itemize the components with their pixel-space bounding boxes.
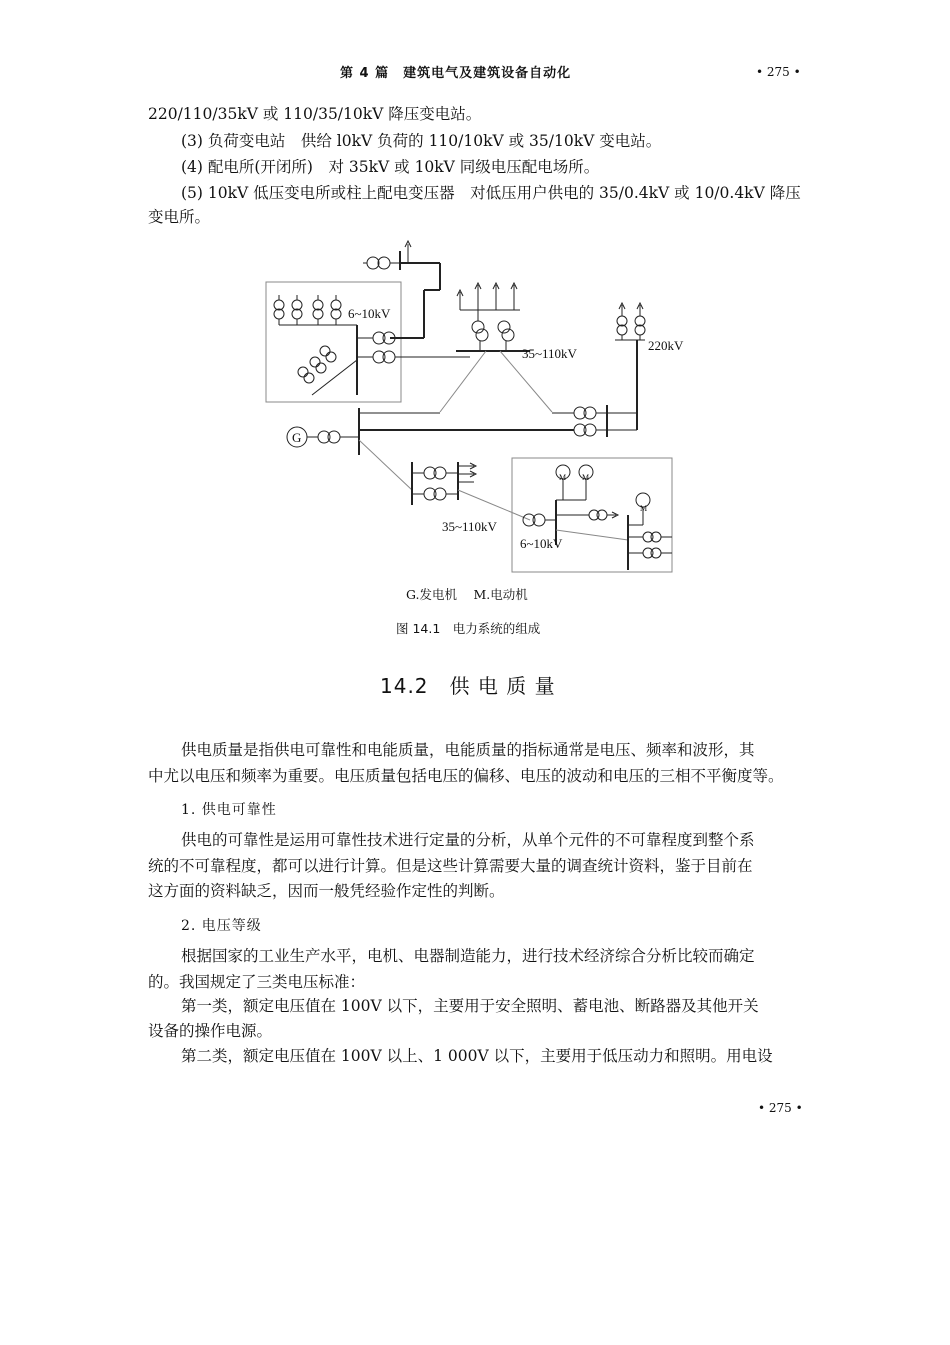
subheading-reliability: 1. 供电可靠性 <box>181 802 277 818</box>
header-page-number: • 275 • <box>756 65 801 79</box>
subheading-voltage-levels: 2. 电压等级 <box>181 918 262 934</box>
text-line-5: 变电所。 <box>148 208 211 226</box>
body-line-2: 中尤以电压和频率为重要。电压质量包括电压的偏移、电压的波动和电压的三相不平衡度等。 <box>148 767 784 785</box>
body-line-4: 统的不可靠程度，都可以进行计算。但是这些计算需要大量的调查统计资料，鉴于目前在 <box>148 857 753 875</box>
label-35-110kv-bottom: 35~110kV <box>442 519 497 534</box>
power-system-diagram <box>0 0 950 600</box>
body-line-7: 的。我国规定了三类电压标准： <box>148 973 366 991</box>
body-line-10: 第二类，额定电压值在 100V 以上、1 000V 以下，主要用于低压动力和照明。用电设 <box>181 1047 773 1065</box>
body-line-8: 第一类，额定电压值在 100V 以下，主要用于安全照明、蓄电池、断路器及其他开关 <box>181 997 759 1015</box>
section-title: 14.2 供 电 质 量 <box>380 674 556 698</box>
running-header-title: 第 4 篇 建筑电气及建筑设备自动化 <box>340 66 572 81</box>
label-motor-1: M <box>559 473 567 482</box>
diagram-legend: G.发电机 M.电动机 <box>406 587 528 602</box>
figure-caption: 图 14.1 电力系统的组成 <box>396 621 541 636</box>
text-line-2: (3) 负荷变电站 供给 l0kV 负荷的 110/10kV 或 35/10kV 变电站。 <box>181 132 662 150</box>
body-line-6: 根据国家的工业生产水平，电机、电器制造能力，进行技术经济综合分析比较而确定 <box>181 947 755 965</box>
text-line-3: (4) 配电所(开闭所) 对 35kV 或 10kV 同级电压配电场所。 <box>181 158 600 176</box>
body-line-5: 这方面的资料缺乏，因而一般凭经验作定性的判断。 <box>148 882 505 900</box>
label-35-110kv-top: 35~110kV <box>522 346 577 361</box>
label-220kv: 220kV <box>648 338 684 353</box>
label-generator: G <box>292 430 302 445</box>
body-line-1: 供电质量是指供电可靠性和电能质量，电能质量的指标通常是电压、频率和波形，其 <box>181 741 755 759</box>
text-line-1: 220/110/35kV 或 110/35/10kV 降压变电站。 <box>148 105 482 123</box>
body-line-9: 设备的操作电源。 <box>148 1022 273 1040</box>
label-motor-3: M <box>640 504 648 513</box>
footer-page-number: • 275 • <box>758 1101 803 1115</box>
plant-boundary-box <box>266 282 401 402</box>
label-motor-2: M <box>582 473 590 482</box>
text-line-4: (5) 10kV 低压变电所或柱上配电变压器 对低压用户供电的 35/0.4kV 或 10/0.4kV 降压 <box>181 184 801 202</box>
label-6-10kv-top: 6~10kV <box>348 306 391 321</box>
label-6-10kv-bottom: 6~10kV <box>520 536 563 551</box>
body-line-3: 供电的可靠性是运用可靠性技术进行定量的分析，从单个元件的不可靠程度到整个系 <box>181 831 755 849</box>
